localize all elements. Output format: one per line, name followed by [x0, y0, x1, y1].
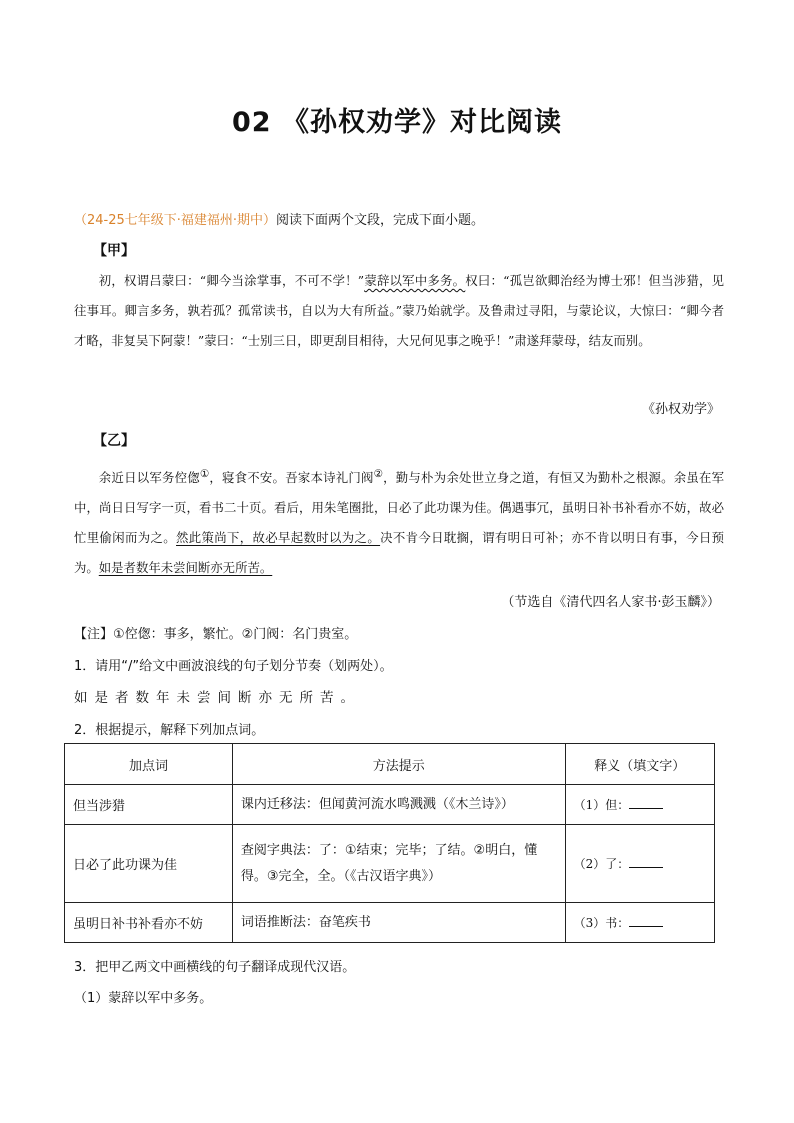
question-source — [74, 209, 484, 228]
table-header: 加点词 — [65, 744, 233, 785]
question-2-prompt: 2．根据提示，解释下列加点词。 — [74, 723, 265, 738]
source-instruction: 阅读下面两个文段，完成下面小题。 — [276, 213, 485, 228]
passage-a-text — [74, 266, 724, 356]
passage-b-label: 【乙】 — [93, 433, 135, 449]
source-tag: （24-25七年级下·福建福州·期中） — [74, 213, 277, 228]
table-cell-word: 但当涉猎 — [65, 785, 233, 825]
underlined-sentence-2: 如是者数年未尝间断亦无所苦。 — [98, 560, 273, 576]
answer-blank[interactable] — [629, 796, 663, 809]
page-title: 02 《孙权劝学》对比阅读 — [232, 107, 562, 138]
answer-label: （2）了： — [573, 857, 630, 871]
table-cell-answer[interactable] — [565, 903, 714, 943]
passage-a-citation: 《孙权劝学》 — [641, 402, 720, 417]
table-cell-hint: 课内迁移法：但闻黄河流水鸣溅溅（《木兰诗》） — [232, 785, 565, 825]
table-row — [65, 903, 715, 943]
question-3-prompt: 3．把甲乙两文中画横线的句子翻译成现代汉语。 — [74, 960, 356, 975]
table-row — [65, 825, 715, 903]
passage-b-part2: ，寝食不安。吾家本诗礼门阀 — [209, 470, 374, 486]
passage-a-label: 【甲】 — [93, 243, 135, 259]
table-cell-answer[interactable] — [565, 825, 714, 903]
passage-b-text — [74, 459, 724, 583]
table-cell-hint: 查阅字典法：了：①结束；完毕；了结。②明白，懂得。③完全，全。（《古汉语字典》） — [232, 825, 565, 903]
table-cell-word: 日必了此功课为佳 — [65, 825, 233, 903]
passage-a-part2: 权曰：“孤岂欲卿治经为博士邪！但当涉猎，见往事耳。卿言多务，孰若孤？孤常读书，自以为大有所益。”蒙乃始就学。及鲁肃过寻阳，与蒙论议，大惊曰：“卿今者才略，非复吴下阿蒙！”蒙曰：“士别三日，即更刮目相待，大兄何见事之晚乎！”肃遂拜蒙母，结友而别。 — [74, 273, 725, 348]
table-header: 释义（填文字） — [565, 744, 714, 785]
question-3-sub-1: （1）蒙辞以军中多务。 — [74, 991, 213, 1006]
question-1-sentence: 如是者数年未尝间断亦无所苦。 — [74, 690, 361, 706]
table-row — [65, 785, 715, 825]
passage-b-citation: （节选自《清代四名人家书·彭玉麟》） — [501, 595, 720, 610]
footnote-marker-2: ② — [373, 468, 384, 480]
table-header-row — [65, 744, 715, 785]
passage-b-part3: ，勤与朴为余处世立身之道，有恒又为勤朴之根源。余虽在军中，尚日日写字一页，看书二十页。看后，用朱笔圈批，日必了此功课为佳。偶遇事冗，虽明日补书补看亦不妨，故必忙里偷闲而为之。 — [74, 470, 725, 546]
answer-label: （3）书： — [573, 916, 630, 930]
question-2-table — [64, 743, 715, 943]
passage-b-part4: 决不肯今日耽搁，谓有明日可补；亦不肯以明日有事，今日预为。 — [74, 530, 725, 576]
passage-a-part1: 初，权谓吕蒙曰：“卿今当涂掌事，不可不学！” — [98, 273, 365, 288]
question-1-prompt: 1．请用“/”给文中画波浪线的句子划分节奏（划两处）。 — [74, 659, 393, 674]
footnote-marker-1: ① — [199, 468, 210, 480]
answer-blank[interactable] — [629, 914, 663, 927]
footnotes: 【注】①倥偬：事多，繁忙。②门阀：名门贵室。 — [74, 627, 358, 642]
answer-blank[interactable] — [629, 855, 663, 868]
table-cell-word: 虽明日补书补看亦不妨 — [65, 903, 233, 943]
passage-b-part1: 余近日以军务倥偬 — [98, 470, 200, 486]
table-cell-answer[interactable] — [565, 785, 714, 825]
table-header: 方法提示 — [232, 744, 565, 785]
underlined-sentence-1: 然此策尚下，故必早起数时以为之。 — [176, 530, 381, 546]
answer-label: （1）但： — [573, 798, 630, 812]
table-cell-hint: 词语推断法：奋笔疾书 — [232, 903, 565, 943]
wavy-sentence: 蒙辞以军中多务。 — [364, 273, 466, 288]
